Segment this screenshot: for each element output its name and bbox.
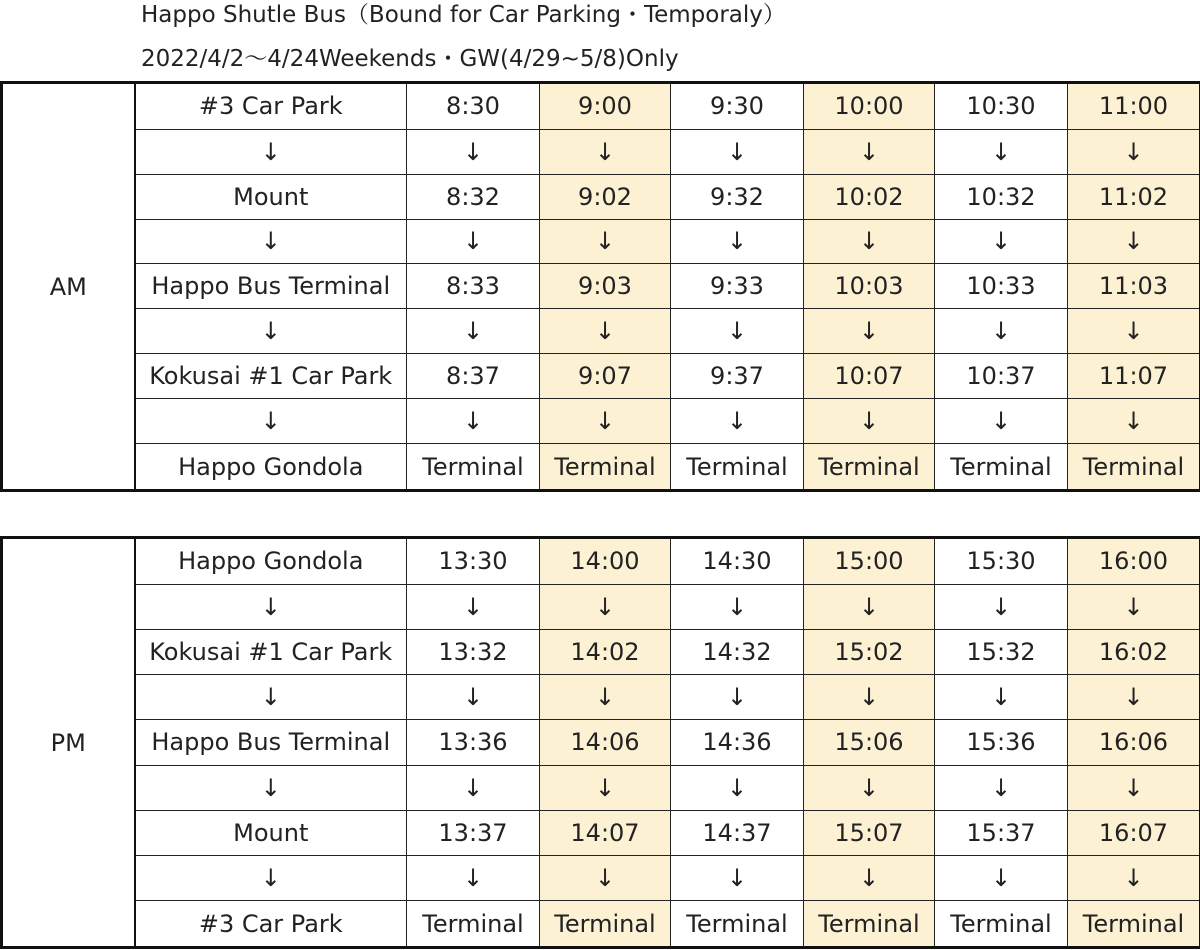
time-cell: Terminal: [1068, 444, 1200, 491]
arrow-down-icon: ↓: [935, 219, 1068, 264]
time-cell: Terminal: [1068, 901, 1200, 948]
arrow-down-icon: ↓: [135, 309, 407, 354]
arrow-down-icon: ↓: [407, 219, 540, 264]
arrow-down-icon: ↓: [407, 675, 540, 720]
period-label: PM: [2, 538, 135, 948]
table-row: [2, 174, 1200, 219]
arrow-down-icon: ↓: [671, 399, 804, 444]
table-row: [2, 83, 1200, 130]
time-cell: 8:32: [407, 174, 540, 219]
arrow-down-icon: ↓: [935, 765, 1068, 810]
time-cell: 9:00: [540, 83, 671, 130]
timetable-subtitle: 2022/4/2～4/24Weekends・GW(4/29~5/8)Only: [141, 46, 679, 72]
stop-name: Mount: [135, 810, 407, 855]
arrow-down-icon: ↓: [135, 855, 407, 900]
arrow-down-icon: ↓: [804, 309, 935, 354]
stop-name: Happo Gondola: [135, 444, 407, 491]
arrow-down-icon: ↓: [671, 309, 804, 354]
time-cell: 10:00: [804, 83, 935, 130]
time-cell: Terminal: [407, 444, 540, 491]
time-cell: 11:03: [1068, 264, 1200, 309]
arrow-down-icon: ↓: [540, 309, 671, 354]
pm-timetable: [0, 536, 1200, 949]
table-row: [2, 901, 1200, 948]
time-cell: Terminal: [671, 444, 804, 491]
stop-name: Happo Gondola: [135, 538, 407, 585]
timetable-title: Happo Shutle Bus（Bound for Car Parking・Temporaly）: [141, 2, 786, 28]
time-cell: 9:02: [540, 174, 671, 219]
arrow-down-icon: ↓: [407, 765, 540, 810]
arrow-down-icon: ↓: [540, 675, 671, 720]
time-cell: 13:30: [407, 538, 540, 585]
arrow-down-icon: ↓: [671, 129, 804, 174]
time-cell: 16:07: [1068, 810, 1200, 855]
table-row: [2, 219, 1200, 264]
time-cell: 8:37: [407, 354, 540, 399]
time-cell: Terminal: [540, 901, 671, 948]
time-cell: 10:33: [935, 264, 1068, 309]
stop-name: #3 Car Park: [135, 83, 407, 130]
time-cell: 14:07: [540, 810, 671, 855]
arrow-down-icon: ↓: [1068, 584, 1200, 629]
table-row: [2, 129, 1200, 174]
table-row: [2, 264, 1200, 309]
arrow-down-icon: ↓: [135, 765, 407, 810]
table-row: [2, 675, 1200, 720]
arrow-down-icon: ↓: [407, 399, 540, 444]
arrow-down-icon: ↓: [540, 399, 671, 444]
arrow-down-icon: ↓: [540, 584, 671, 629]
time-cell: 15:36: [935, 720, 1068, 765]
time-cell: 13:32: [407, 629, 540, 674]
arrow-down-icon: ↓: [804, 219, 935, 264]
table-row: [2, 354, 1200, 399]
arrow-down-icon: ↓: [935, 675, 1068, 720]
time-cell: 15:02: [804, 629, 935, 674]
time-cell: 8:33: [407, 264, 540, 309]
time-cell: 9:30: [671, 83, 804, 130]
time-cell: 15:06: [804, 720, 935, 765]
time-cell: Terminal: [540, 444, 671, 491]
arrow-down-icon: ↓: [671, 675, 804, 720]
time-cell: 11:07: [1068, 354, 1200, 399]
arrow-down-icon: ↓: [1068, 855, 1200, 900]
time-cell: 13:36: [407, 720, 540, 765]
time-cell: 13:37: [407, 810, 540, 855]
time-cell: 10:02: [804, 174, 935, 219]
table-row: [2, 399, 1200, 444]
time-cell: Terminal: [671, 901, 804, 948]
time-cell: 9:32: [671, 174, 804, 219]
time-cell: 14:32: [671, 629, 804, 674]
stop-name: Happo Bus Terminal: [135, 720, 407, 765]
stop-name: Mount: [135, 174, 407, 219]
time-cell: 10:07: [804, 354, 935, 399]
arrow-down-icon: ↓: [135, 584, 407, 629]
arrow-down-icon: ↓: [1068, 675, 1200, 720]
arrow-down-icon: ↓: [135, 219, 407, 264]
time-cell: 14:36: [671, 720, 804, 765]
arrow-down-icon: ↓: [407, 584, 540, 629]
time-cell: 16:02: [1068, 629, 1200, 674]
time-cell: 14:06: [540, 720, 671, 765]
arrow-down-icon: ↓: [935, 309, 1068, 354]
arrow-down-icon: ↓: [135, 675, 407, 720]
arrow-down-icon: ↓: [671, 219, 804, 264]
arrow-down-icon: ↓: [804, 584, 935, 629]
stop-name: Kokusai #1 Car Park: [135, 629, 407, 674]
arrow-down-icon: ↓: [804, 129, 935, 174]
time-cell: Terminal: [804, 901, 935, 948]
time-cell: 15:00: [804, 538, 935, 585]
arrow-down-icon: ↓: [1068, 219, 1200, 264]
period-label: AM: [2, 83, 135, 491]
time-cell: Terminal: [804, 444, 935, 491]
time-cell: Terminal: [935, 444, 1068, 491]
time-cell: 15:30: [935, 538, 1068, 585]
table-row: [2, 765, 1200, 810]
arrow-down-icon: ↓: [1068, 765, 1200, 810]
time-cell: 14:02: [540, 629, 671, 674]
arrow-down-icon: ↓: [935, 584, 1068, 629]
time-cell: 15:37: [935, 810, 1068, 855]
time-cell: 10:30: [935, 83, 1068, 130]
arrow-down-icon: ↓: [935, 399, 1068, 444]
arrow-down-icon: ↓: [671, 765, 804, 810]
arrow-down-icon: ↓: [671, 855, 804, 900]
time-cell: 15:07: [804, 810, 935, 855]
arrow-down-icon: ↓: [804, 855, 935, 900]
arrow-down-icon: ↓: [540, 855, 671, 900]
time-cell: 14:30: [671, 538, 804, 585]
time-cell: 10:32: [935, 174, 1068, 219]
arrow-down-icon: ↓: [540, 129, 671, 174]
arrow-down-icon: ↓: [540, 219, 671, 264]
time-cell: 10:37: [935, 354, 1068, 399]
time-cell: 16:00: [1068, 538, 1200, 585]
arrow-down-icon: ↓: [407, 129, 540, 174]
time-cell: 9:33: [671, 264, 804, 309]
time-cell: 9:37: [671, 354, 804, 399]
arrow-down-icon: ↓: [407, 309, 540, 354]
am-timetable: [0, 81, 1200, 492]
arrow-down-icon: ↓: [540, 765, 671, 810]
stop-name: Happo Bus Terminal: [135, 264, 407, 309]
time-cell: 16:06: [1068, 720, 1200, 765]
table-row: [2, 629, 1200, 674]
stop-name: #3 Car Park: [135, 901, 407, 948]
time-cell: 9:07: [540, 354, 671, 399]
table-row: [2, 810, 1200, 855]
arrow-down-icon: ↓: [407, 855, 540, 900]
time-cell: 14:00: [540, 538, 671, 585]
arrow-down-icon: ↓: [935, 129, 1068, 174]
time-cell: Terminal: [935, 901, 1068, 948]
arrow-down-icon: ↓: [135, 129, 407, 174]
arrow-down-icon: ↓: [935, 855, 1068, 900]
arrow-down-icon: ↓: [1068, 129, 1200, 174]
arrow-down-icon: ↓: [135, 399, 407, 444]
arrow-down-icon: ↓: [671, 584, 804, 629]
stop-name: Kokusai #1 Car Park: [135, 354, 407, 399]
time-cell: 15:32: [935, 629, 1068, 674]
arrow-down-icon: ↓: [1068, 399, 1200, 444]
arrow-down-icon: ↓: [1068, 309, 1200, 354]
arrow-down-icon: ↓: [804, 675, 935, 720]
table-row: [2, 309, 1200, 354]
table-row: [2, 538, 1200, 585]
table-row: [2, 584, 1200, 629]
table-row: [2, 444, 1200, 491]
time-cell: Terminal: [407, 901, 540, 948]
time-cell: 14:37: [671, 810, 804, 855]
table-row: [2, 720, 1200, 765]
arrow-down-icon: ↓: [804, 765, 935, 810]
table-row: [2, 855, 1200, 900]
arrow-down-icon: ↓: [804, 399, 935, 444]
time-cell: 11:02: [1068, 174, 1200, 219]
time-cell: 8:30: [407, 83, 540, 130]
time-cell: 9:03: [540, 264, 671, 309]
time-cell: 11:00: [1068, 83, 1200, 130]
time-cell: 10:03: [804, 264, 935, 309]
